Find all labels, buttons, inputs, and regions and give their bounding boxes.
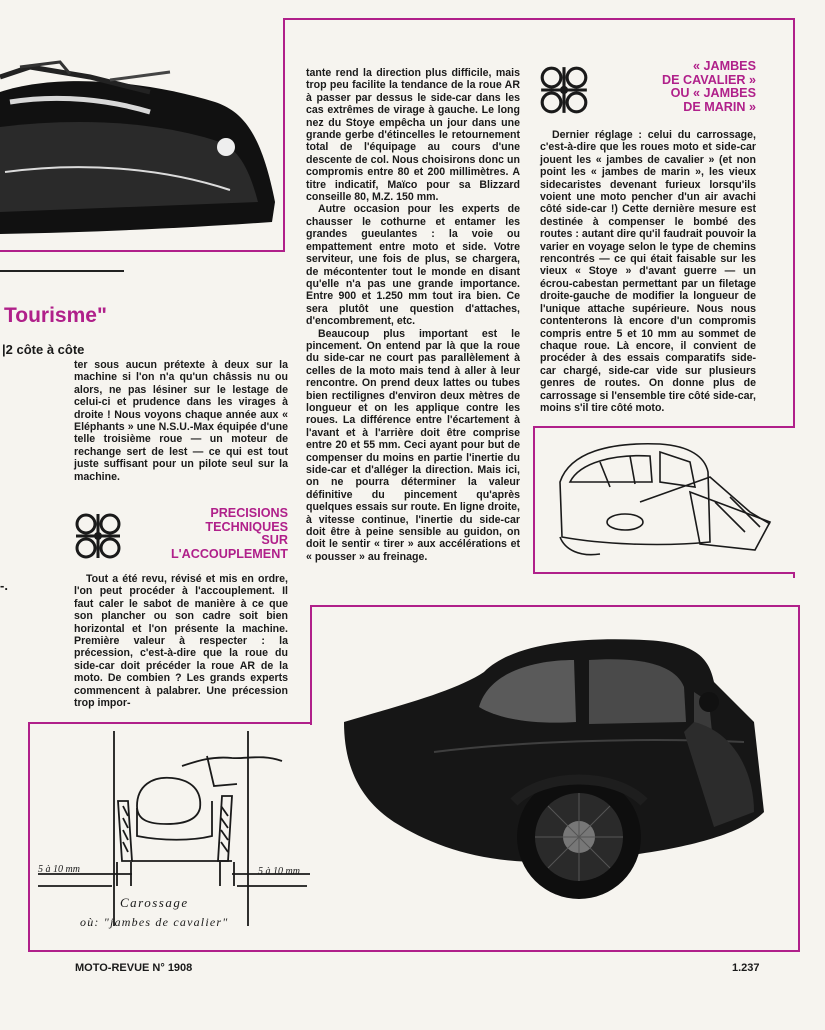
heading-line: DE MARIN » (683, 99, 756, 114)
diagram-label-right: 5 à 10 mm (258, 866, 300, 877)
heading-line: PRECISIONS (210, 506, 288, 520)
sidecar-photo (314, 612, 796, 948)
article-column-b (306, 67, 520, 563)
heading-line: SUR (261, 533, 288, 547)
frame-line (283, 18, 285, 250)
paragraph: Dernier réglage : celui du carrossage, c'est-à-dire que les roues moto et side-car jouent les « jambes de cavalier » (et non point les « jambes de marin », les vieux sidecaristes devenant furieux lorsqu'ils voient une moto pencher d'un air avachi côté side-car !) Cette dernière mesure est destinée à compenser le bombé des routes : autant dire qu'il faudrait pouvoir la varier en voyage selon le type de chemins rencontrés — ce qui était faisable sur les vieux « Stoye » d'avant guerre — un écrou-cabestan permettant par un filetage droite-gauche de modifier la longueur de l'unique attache supérieure. Nous nous contenterons là encore d'un compromis compris entre 5 et 10 mm au sommet de chaque roue. Là encore, il convient de procéder à des essais comparatifs side-car chargé, side-car vide sur plusieurs genres de routes. On donne plus de carrossage si l'ensemble tire côté side-car, moins s'il tire côté moto. (540, 129, 756, 414)
motorcycle-fairing-photo (0, 22, 282, 250)
rule-line (0, 270, 124, 272)
headline-title: Tourisme" (4, 304, 107, 327)
frame-line (310, 605, 800, 607)
heading-line: OU « JAMBES (670, 86, 756, 100)
paragraph: Autre occasion pour les experts de chausser le cothurne et entamer les grandes gueulantes : la voie ou empattement entre moto et side. Votre serviteur, une fois de plus, se chargera, de mécontenter tout le monde en disant qu'elle n'a pas une grande importance. Entre 900 et 1.250 mm tout ira bien. Ce sera plutôt une question d'attaches, d'encombrement, etc. (306, 203, 520, 328)
article-column-a (74, 359, 288, 483)
frame-line (283, 18, 793, 20)
frame-line (0, 250, 285, 252)
diagram-caption-line2: où: "jambes de cavalier" (80, 915, 229, 929)
paragraph: tante rend la direction plus difficile, mais trop peu facilite la tendance de la roue AR à passer par dessus le side-car dans les cas extrêmes de virage à gauche. Le long nez du Stoye empêcha un jour dans une grande gerbe d'étincelles le retournement total de l'équipage au cours d'une descente de col. Nous choisirons donc un compromis entre 80 et 200 millimètres. A titre indicatif, Maïco pour sa Blizzard conseille 80, M.Z. 150 mm. (306, 67, 520, 204)
heading-line: « JAMBES (693, 59, 756, 73)
paragraph: Tout a été revu, révisé et mis en ordre, l'on peut procéder à l'accouplement. Il faut caler le sabot de manière à ce que son plancher ou son cadre soit bien horizontal et l'on présente la machine. Première valeur à respecter : la précession, c'est-à-dire que la roue du side-car doit précéder la roue AR de la moto. De combien ? Les grands experts commencent à palabrer. Une précession trop impor- (74, 573, 288, 710)
heading-line: DE CAVALIER » (662, 72, 756, 87)
heading-jambes (610, 60, 756, 114)
diagram-caption-line1: Carossage (120, 895, 189, 910)
frame-line (28, 950, 800, 952)
frame-line (28, 722, 312, 724)
ornament-icon (72, 510, 124, 562)
heading-line: L'ACCOUPLEMENT (170, 546, 288, 561)
frame-line (533, 426, 535, 574)
frame-line (28, 722, 30, 952)
frame-line (533, 426, 795, 428)
diagram-label-left: 5 à 10 mm (38, 864, 80, 875)
heading-line: TECHNIQUES (205, 519, 288, 534)
frame-line (310, 605, 312, 725)
article-column-a-lower (74, 573, 288, 709)
frame-line (793, 572, 795, 578)
ornament-icon (537, 63, 591, 117)
paragraph: Beaucoup plus important est le pincement. On entend par là que la roue du side-car ne court pas parallèlement à celles de la moto mais tend à aller à leur rencontre. On prend deux lattes ou tubes bien rectilignes d'environ deux mètres de longueur et on les applique contre les roues. La différence entre l'écartement à l'avant et à l'arrière doit être comprise entre 20 et 55 mm. Ceci ayant pour but de compenser du moins en partie l'inertie du side-car et d'alléger la direction. Mais ici, on ne pourra déterminer la valeur définitive du pincement qu'après quelques essais sur route. En ligne droite, à vitesse continue, l'inertie du side-car doit être à peine sensible au guidon, on doit le sentir « tirer » aux accélérations et « pousser » au freinage. (306, 327, 520, 563)
footer-magazine: MOTO-REVUE N° 1908 (75, 962, 193, 974)
left-margin-fragment: -. (0, 578, 8, 593)
paragraph: ter sous aucun prétexte à deux sur la machine si l'on n'a qu'un châssis nu ou alors, ne pas lésiner sur le lestage de celui-ci et prudence dans les virages à droite ! Nous voyons chaque année aux « Eléphants » une N.S.U.-Max équipée d'une telle troisième roue — un moteur de rechange sert de lest — ce qui est tout juste suffisant pour un pilote seul sur la machine. (74, 359, 288, 483)
sidecar-body-sketch (540, 432, 790, 568)
footer-page-number: 1.237 (732, 962, 760, 974)
frame-line (793, 18, 795, 428)
frame-line (533, 572, 795, 574)
heading-precisions (170, 507, 288, 561)
frame-line (798, 605, 800, 950)
headline-subtitle: |2 côte à côte (2, 342, 85, 357)
article-column-c (540, 129, 756, 414)
